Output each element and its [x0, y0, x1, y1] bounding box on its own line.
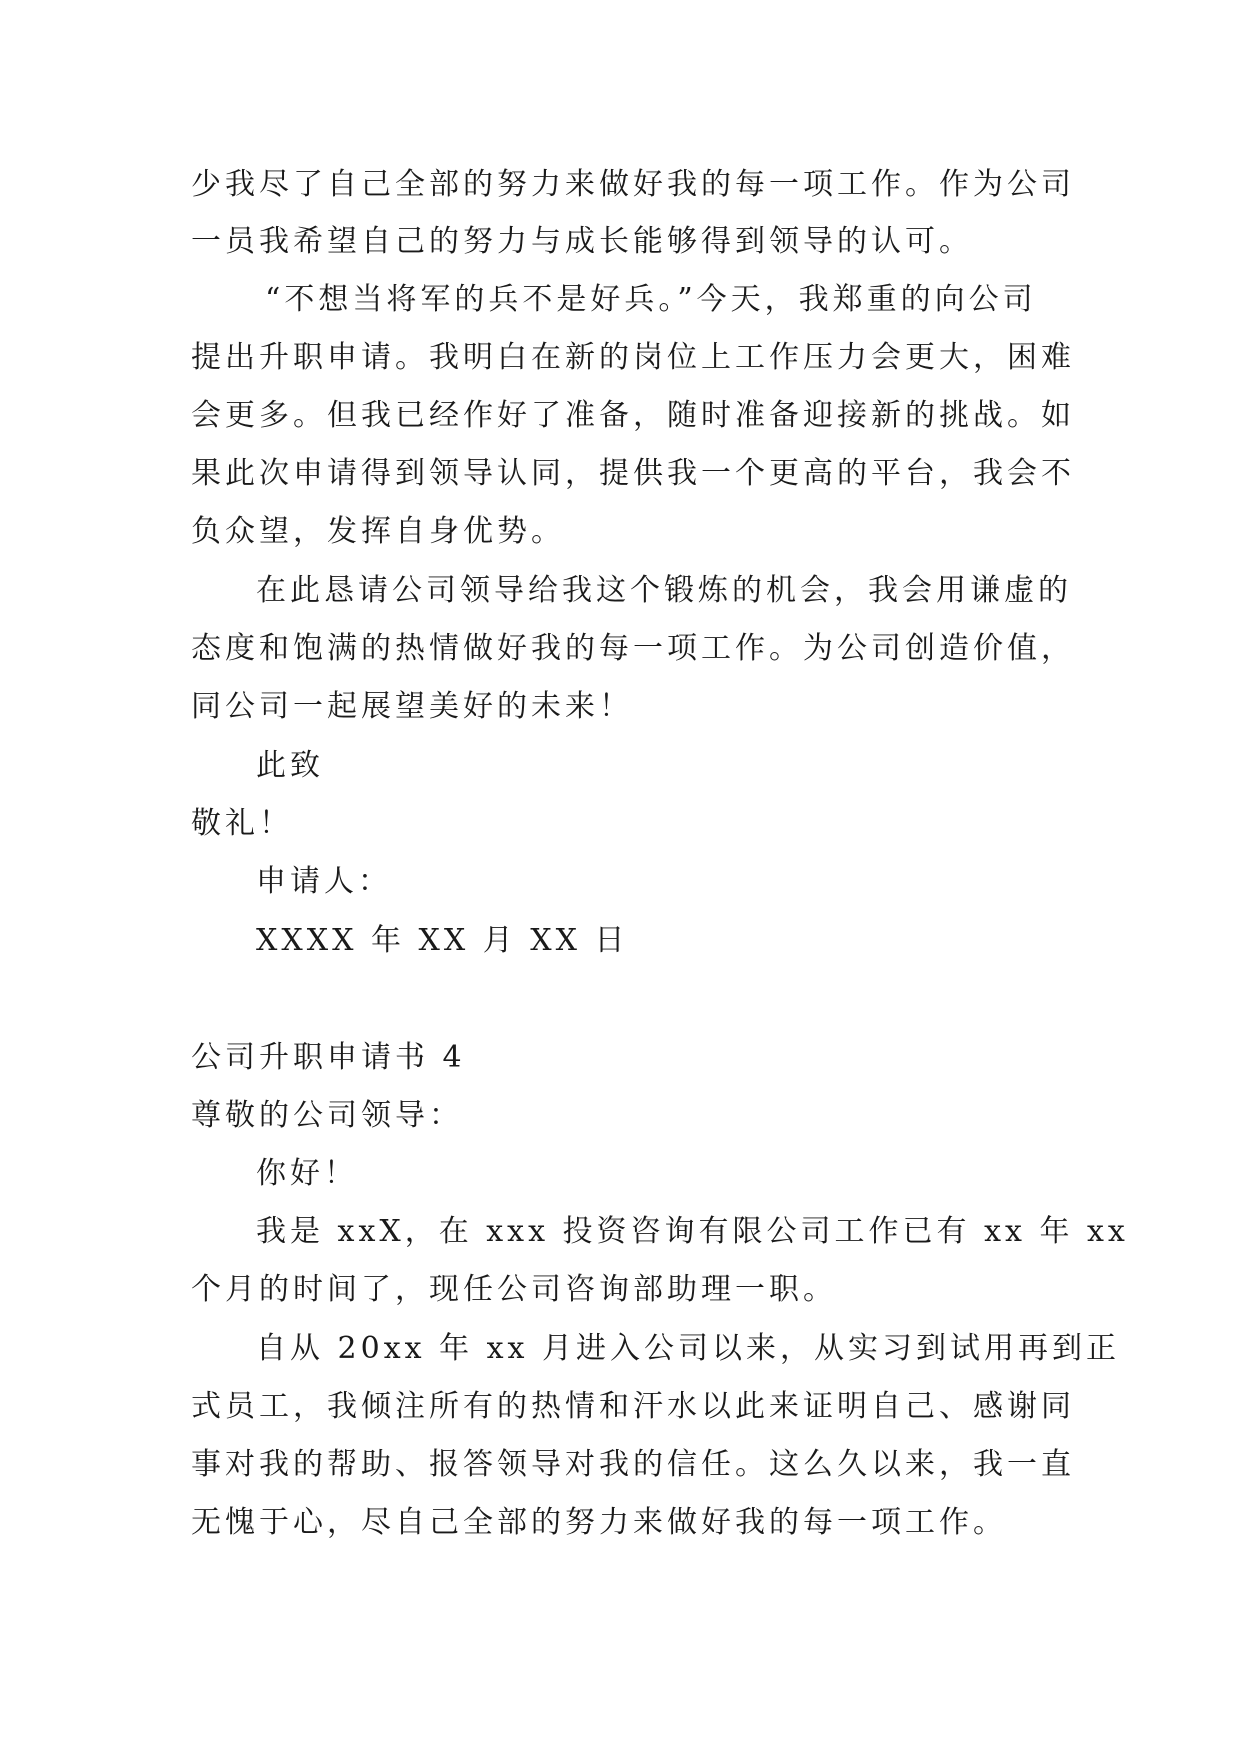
- paragraph-line: 会更多。但我已经作好了准备，随时准备迎接新的挑战。如: [191, 398, 1075, 433]
- greeting-line: 尊敬的公司领导：: [191, 1098, 463, 1133]
- paragraph-line: 自从 20xx 年 xx 月进入公司以来，从实习到试用再到正: [256, 1331, 1120, 1366]
- paragraph-line: 在此恳请公司领导给我这个锻炼的机会，我会用谦虚的: [256, 573, 1072, 608]
- closing-salutation: 此致: [256, 748, 324, 783]
- paragraph-line: 事对我的帮助、报答领导对我的信任。这么久以来，我一直: [191, 1447, 1075, 1482]
- paragraph-line: 我是 xxX，在 xxx 投资咨询有限公司工作已有 xx 年 xx: [256, 1214, 1129, 1249]
- paragraph-line: 态度和饱满的热情做好我的每一项工作。为公司创造价值，: [191, 631, 1075, 666]
- paragraph-line: 果此次申请得到领导认同，提供我一个更高的平台，我会不: [191, 456, 1075, 491]
- paragraph-line: 无愧于心，尽自己全部的努力来做好我的每一项工作。: [191, 1505, 1007, 1540]
- paragraph-line: “不想当将军的兵不是好兵。”今天，我郑重的向公司: [265, 282, 1037, 317]
- hello-line: 你好！: [256, 1156, 358, 1191]
- paragraph-line: 个月的时间了，现任公司咨询部助理一职。: [191, 1272, 837, 1307]
- section-title: 公司升职申请书 4: [191, 1040, 466, 1075]
- paragraph-line: 提出升职申请。我明白在新的岗位上工作压力会更大，困难: [191, 340, 1075, 375]
- paragraph-line: 一员我希望自己的努力与成长能够得到领导的认可。: [191, 224, 973, 259]
- date-line: XXXX 年 XX 月 XX 日: [256, 923, 629, 958]
- paragraph-line: 式员工，我倾注所有的热情和汗水以此来证明自己、感谢同: [191, 1389, 1075, 1424]
- paragraph-line: 少我尽了自己全部的努力来做好我的每一项工作。作为公司: [191, 167, 1075, 202]
- paragraph-line: 负众望，发挥自身优势。: [191, 514, 565, 549]
- paragraph-line: 同公司一起展望美好的未来！: [191, 689, 633, 724]
- applicant-label: 申请人：: [256, 864, 392, 899]
- closing-regards: 敬礼！: [191, 806, 293, 841]
